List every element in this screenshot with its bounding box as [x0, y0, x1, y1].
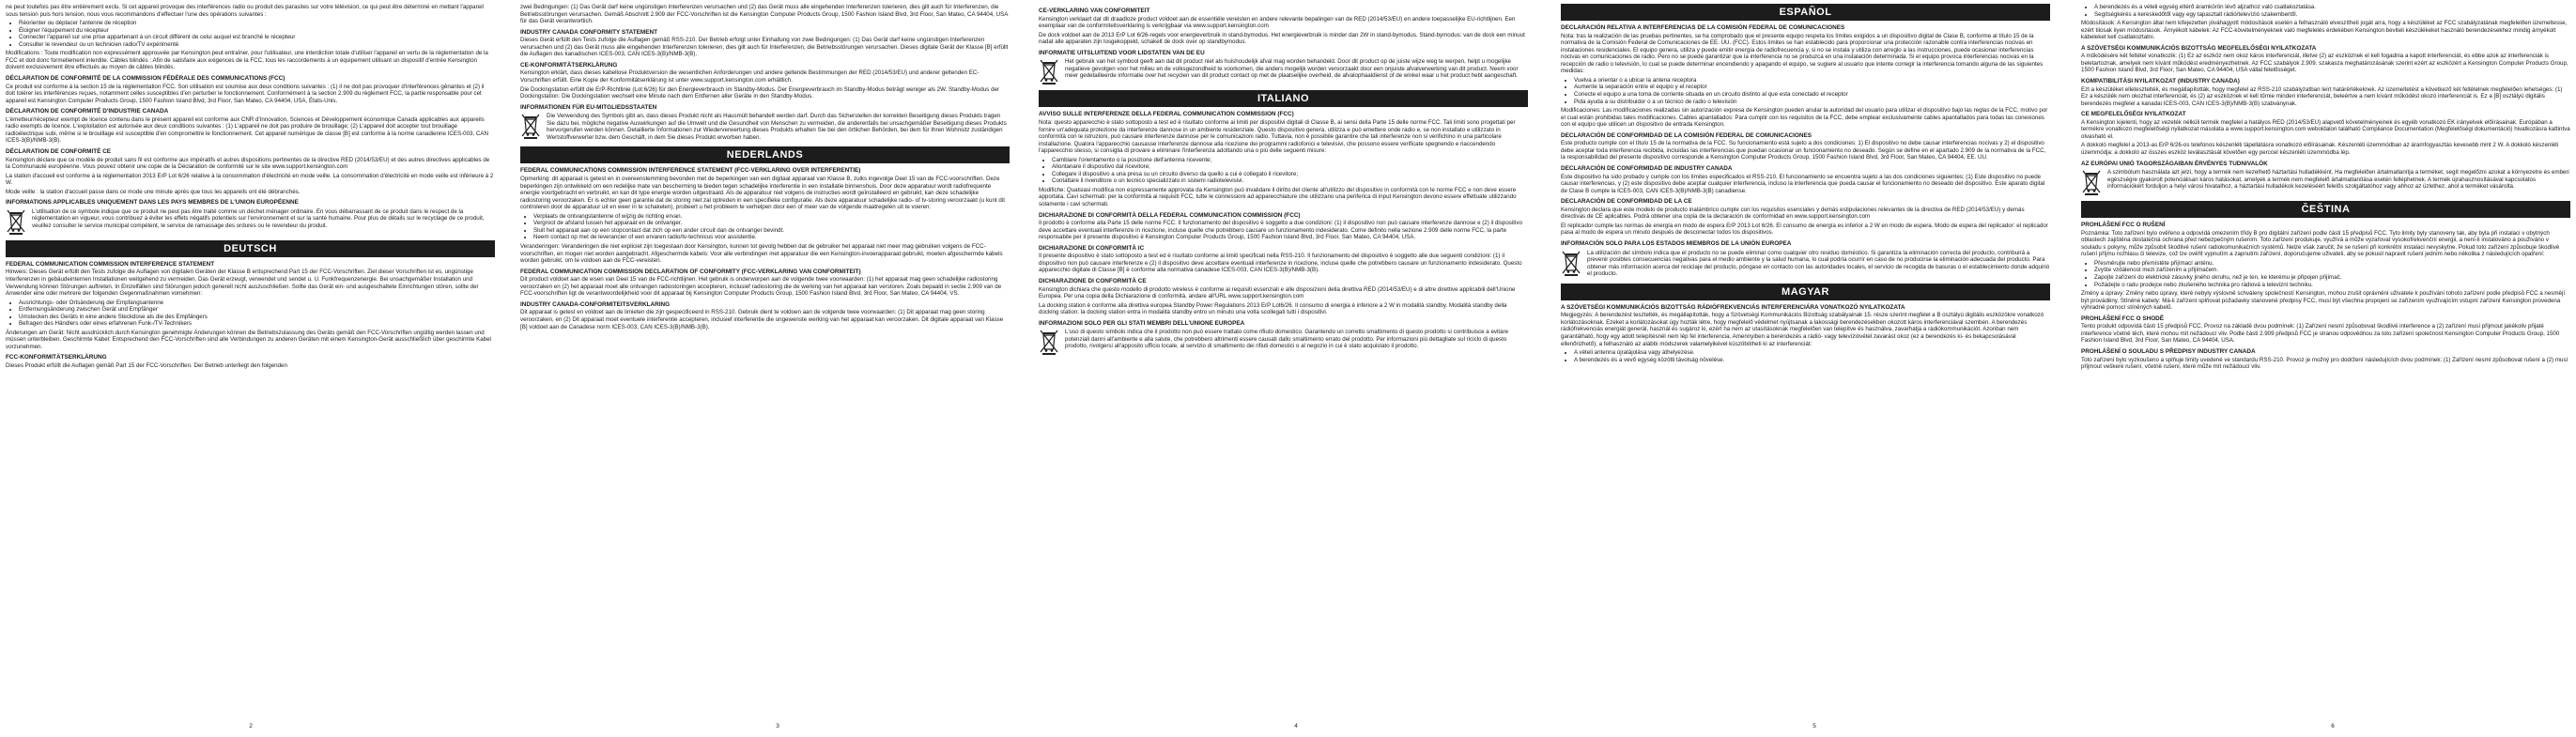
paragraph: Il prodotto è conforme alla Parte 15 delle norme FCC. Il funzionamento del dispositivo è soggetto a due condizioni: (1) il dispositivo non può causare interferenze dannose e (2) il dispositivo deve accettare eventuali interferenze in ricezione, incluse quelle che potrebbero causare un funzionamento indesiderato. Come definito nella sezione 2.909 delle norme FCC, la parte responsabile per il presente dispositivo è Kensington Computer Products Group, 1500 Fashion Island Blvd, 3rd Floor, San Mateo, CA 94404, USA. — [1039, 220, 1522, 241]
list-item: • Vuelva a orientar o a ubicar la antena receptora — [1574, 77, 2050, 84]
paragraph: ne peut toutefois pas être entièrement exclu. Si cet appareil provoque des interférences radio ou produit des parasites sur votre télévision, ce qui peut être déterminé en mettant l'appareil sous tension puis hors tension, nous vous recommandons d'effectuer l'une des opérations suivantes : — [6, 4, 484, 18]
list-item: • Consulter le revendeur ou un technicien radio/TV expérimenté — [19, 41, 495, 49]
section-heading: INFORMATIONEN FÜR EU-MITGLIEDSSTAATEN — [520, 103, 657, 111]
bullet-list — [520, 213, 1010, 241]
section-heading: KOMPATIBILITÁSI NYILATKOZAT (INDUSTRY CANADA) — [2081, 77, 2240, 84]
weee-text: La utilización del símbolo indica que el producto no se puede eliminar como cualquier otro residuo doméstico. Si garantiza la eliminación correcta del producto, contribuirá a prevenir posibles consecuencias negativas para el medio ambiente y la salud humana, lo cual podría ocurrir en caso de no producirse la eliminación adecuada del producto. Para obtener más información acerca del reciclaje del producto, póngase en contacto con las autoridades locales, el servicio de recogida de basuras o el establecimiento donde adquirió el producto. — [1587, 249, 2050, 278]
paragraph: Il presente dispositivo è stato sottoposto a test ed è risultato conforme ai limiti specificati nella RSS-210. Il funzionamento del dispositivo è soggetto alle due seguenti condizioni: (1) il dispositivo non può causare interferenze e (2) il dispositivo deve accettare eventuali interferenze in ricezione, incluse quelle che potrebbero causare un funzionamento indesiderato. Questo apparecchio digitale di Classe [B] è conforme alla normativa canadese ICES-003, CAN ICES-3(B)/NMB-3(B). — [1039, 253, 1522, 274]
paragraph: Kensington verklaart dat dit draadloze product voldoet aan de essentiële vereisten en andere relevante bepalingen van de RED (2014/53/EU) en andere toepasselijke EU-richtlijnen. Een exemplaar van de conformiteitsverklaring is verkrijgbaar via www.support.kensington.com — [1039, 15, 1516, 30]
list-item: • Segítségkérés a kereskedőtől vagy egy tapasztalt rádió/televízió szakembertől. — [2094, 11, 2570, 19]
section-heading: INDUSTRY CANADA-CONFORMITEITSVERKLARING — [520, 300, 671, 308]
language-header-magyar: MAGYAR — [1561, 284, 2050, 300]
section-heading: INDUSTRY CANADA CONFORMITY STATEMENT — [520, 28, 658, 36]
paragraph: Toto zařízení bylo vyzkoušeno a splňuje limity uvedené ve standardu RSS-210. Provoz je možný pro dodržení následujících dvou podmínek: (1) Zařízení nesmí způsobovat rušení a (2) musí přijmout veškeré rušení, včetně rušení, které může mít nežádoucí vliv. — [2081, 356, 2568, 371]
list-item: • Přesměrujte nebo přemístěte přijímací anténu. — [2094, 260, 2570, 268]
list-item: • Vergroot de afstand tussen het apparaat en de ontvanger. — [533, 220, 1010, 227]
list-item: • Požádejte o radu prodejce nebo zkušeného technika pro rádiová a televizní techniku. — [2094, 282, 2570, 289]
section-heading: AVVISO SULLE INTERFERENZE DELLA FEDERAL COMMUNICATION COMMISSION (FCC) — [1039, 111, 1294, 118]
bullet-list — [6, 299, 495, 328]
paragraph: Hinweis: Dieses Gerät erfüllt den Tests zufolge die Auflagen von digitalen Geräten der Klasse B entsprechend Part 15 der FCC-Vorschriften. Ziel dieser Vorschriften ist es, ungünstige Interferenzen in gebäudeinternen Installationen weitgehend zu vermeiden. Das Gerät erzeugt, verwendet und sendet u. U. Funkfrequenzenergie. Bei unsachgemäßer Installation und Verwendung können Störungen auftreten. In Einzelfällen sind Störungen jedoch generell nicht auszuschließen. Sollte das Gerät ein- und ausgeschaltete Einrichtungen stören, sollte der Anwender eine oder mehrere der folgenden Gegenmaßnahmen vornehmen: — [6, 269, 479, 298]
page-number: 4 — [1294, 723, 1298, 729]
list-item: • Collegare il dispositivo a una presa su un circuito diverso da quello a cui è collegato il ricevitore; — [1052, 171, 1528, 178]
weee-text: A szimbólum használata azt jelzi, hogy a termék nem kezelhető háztartási hulladékként. Ha megfelelően ártalmatlanítja a terméket, segít megelőzni azokat a környezetre és emberi egészségre gyakorolt potenciálisan káros hatásokat, amelyek a termék nem megfelelő ártalmatlanítása esetén felléphetnek. A termék újrahasznosításával kapcsolatos információkért forduljon a helyi városi hivatalhoz, a háztartási hulladékok kezeléséért felelős szolgáltatóhoz vagy ahhoz az üzlethez, ahol a terméket vásárolta. — [2107, 169, 2569, 191]
bullet-list — [1039, 157, 1528, 185]
weee-notice — [520, 113, 1010, 141]
section-heading: A SZÖVETSÉGI KOMMUNIKÁCIÓS BIZOTTSÁG MEGFELELŐSÉGI NYILATKOZATA — [2081, 44, 2317, 52]
paragraph: Kensington déclare que ce modèle de produit sans fil est conforme aux impératifs et autres dispositions pertinentes de la directive RED (2014/53/EU) et des autres directives applicables de la Communauté européenne. Vous pouvez obtenir une copie de la Déclaration de conformité sur le site www.support.kensington.com — [6, 156, 490, 171]
weee-text: Die Verwendung des Symbols gibt an, dass dieses Produkt nicht als Hausmüll behandelt werden darf. Durch das Sicherstellen der korrekten Beseitigung dieses Produkts tragen Sie dazu bei, mögliche negative Auswirkungen auf die Umwelt und die Gesundheit von Menschen zu vermeiden, die anderenfalls bei unsachgemäßer Beseitigung dieses Produkts hervorgerufen werden können. Detaillierte Informationen zur Wiederverwertung dieses Produkts erhalten Sie bei den örtlichen Behörden, bei dem für Ihren Wohnsitz zuständigen Wertstoffverwerter bzw. dem Geschäft, in dem Sie dieses Produkt erworben haben. — [547, 113, 1007, 141]
paragraph: Kensington declara que este modelo de producto inalámbrico cumple con los requisitos esenciales y demás estipulaciones relevantes de la directiva de RED (2014/53/EU) y demás directivas de CE aplicables. Podrá obtener una copia de la declaración de conformidad en www.support.kensington.com — [1561, 206, 2025, 221]
weee-notice — [6, 208, 495, 235]
section-heading: DÉCLARATION DE CONFORMITÉ DE LA COMMISSION FÉDÉRALE DES COMMUNICATIONS (FCC) — [6, 74, 285, 82]
language-header-deutsch: DEUTSCH — [6, 240, 495, 257]
paragraph: A dokkoló megfelel a 2013-as ErP 6/26-os telefonos készenléti tápellátásra vonatkozó előírásainak. Készenléti üzemmódban az áramfogyasztás kevesebb mint 2 W. A dokkoló készenléti üzemmódja: a dokkoló az összes eszköz leválasztását követően egy perccel készenléti üzemmódba lép. — [2081, 142, 2559, 156]
list-item: • Éloigner l'équipement du récepteur — [19, 27, 495, 35]
section-heading: DECLARACIÓN DE CONFORMIDAD DE LA CE — [1561, 198, 1692, 206]
paragraph: Ezt a készüléket elletesztelték, és megállapították, hogy megfelel az RSS-210 szabályzatban leírt határértékeknek. Az üzemeltetést a következő két feltételnek megfelelően lehetséges: (1) Ez a készülék nem okozhat interferenciát, és (2) az eszköznek el kell tűrnie minden interferenciát, beleértve a nem kívánt működést okozó interferenciát is. Ez a [B] osztályú digitális berendezés megfelel a kanadai ICES-003, CAN ICES-3(B)/NMB-3(B) szabványnak. — [2081, 85, 2563, 107]
paragraph: Módosítások: A Kensington által nem kifejezetten jóváhagyott módosítások esetén a felhasználó elveszítheti jogát arra, hogy a készüléket az FCC szabályzatának megfelelően üzemeltesse, ezért tilosak ilyen módosítások. Árnyékolt kábelek: Az FCC-követelményeknek való megfelelés érdekében Kensington beviteli készülékeket használó berendezésekhez mindig árnyékolt kábeleket kell csatlakoztatni. — [2081, 20, 2568, 41]
list-item: • Réorienter ou déplacer l'antenne de réception — [19, 20, 495, 27]
list-item: • Ausrichtungs- oder Ortsänderung der Empfangsantenne — [19, 299, 495, 307]
bullet-list — [2081, 4, 2570, 18]
column-page-4 — [1039, 4, 1528, 358]
paragraph: Este producto cumple con el título 15 de la normativa de la FCC. Su funcionamiento está sujeto a dos condiciones: 1) El dispositivo no debe causar interferencias nocivas y 2) el dispositivo debe aceptar toda interferencia recibida, incluidas las interferencias que puedan ocasionar un funcionamiento no deseado. Según se define en el apartado 2.909 de la normativa de la FCC, la responsabilidad del presente dispositivo corresponde a Kensington Computer Products Group, 1500 Fashion Island Blvd, 3rd Floor, San Mateo, CA 94404, EE. UU. — [1561, 140, 2046, 161]
paragraph: Die Dockingstation erfüllt die ErP-Richtlinie (Lot 6/26) für den Energieverbrauch im Standby-Modus. Der Energieverbrauch im Standby-Modus beträgt weniger als 2W. Standby-Modus der Dockingstation: Die Dockingstation wechselt eine Minute nach dem Entfernen aller Geräte in den Standby-Modus. — [520, 85, 1000, 100]
weee-notice — [2081, 169, 2570, 195]
list-item: • Verplaats de ontvangstantenne of wijzig de richting ervan. — [533, 213, 1010, 221]
bullet-list — [2081, 260, 2570, 288]
language-header-espanol: ESPAÑOL — [1561, 4, 2050, 21]
paragraph: Este dispositivo ha sido probado y cumple con los límites especificados el RSS-210. El funcionamiento se encuentra sujeto a las dos condiciones siguientes: (1) Este dispositivo no puede causar interferencias, y (2) este dispositivo debe aceptar cualquier interferencia, incluso la interferencia que pueda causar el funcionamiento no deseado del dispositivo. Este aparato digital de Clase B cumple la ICES-003, CAN ICES-3(B)/NMB-3(B) canadiense. — [1561, 173, 2045, 194]
paragraph: Tento produkt odpovídá části 15 předpisů FCC. Provoz na základě dvou podmínek: (1) Zařízení nesmí způsobovat škodlivé interference a (2) zařízení musí přijmout jakékoliv přijaté interference včetně těch, které mohou mít nežádoucí vliv. Podle části 2.909 předpisů FCC je stranou odpovědnou za toto zařízení společnost Kensington Computer Products Group, 1500 Fashion Island Blvd, 3rd Floor, San Mateo, CA 94404, USA. — [2081, 323, 2560, 345]
section-heading: PROHLÁŠENÍ FCC O SHODĚ — [2081, 315, 2165, 322]
section-heading: DECLARACIÓN DE CONFORMIDAD DE LA COMISIÓN FEDERAL DE COMUNICACIONES — [1561, 131, 1812, 139]
list-item: • A vételi antenna újratájolása vagy áthelyezése. — [1574, 349, 2050, 357]
section-heading: PROHLÁŠENÍ FCC O RUŠENÍ — [2081, 222, 2166, 229]
section-heading: PROHLÁŠENÍ O SOULADU S PŘEDPISY INDUSTRY CANADA — [2081, 347, 2256, 355]
section-heading: DÉCLARATION DE CONFORMITÉ CE — [6, 147, 112, 155]
weee-text: L'utilisation de ce symbole indique que ce produit ne peut pas être traité comme un déchet ménager ordinaire. En vous débarrassant de ce produit dans le respect de la réglementation en vigueur, vous contribuez à éviter les effets négatifs potentiels sur l'environnement et sur la santé humaine. Pour plus de détails sur le recyclage de ce produit, veuillez consulter le service municipal compétent, le service de ramassage des ordures ou le revendeur du produit. — [32, 207, 485, 229]
paragraph: Modificaciones: Las modificaciones realizadas sin autorización expresa de Kensington pueden anular la autoridad del usuario para utilizar el dispositivo bajo las reglas de la FCC, motivo por el cual están prohibidas tales modificaciones. Cables apantallados: Para cumplir con los requisitos de la FCC, debe emplear exclusivamente cables apantallados para todas las conexiones con el equipo que utilicen un dispositivo de entrada Kensington. — [1561, 107, 2048, 129]
section-heading: DECLARACIÓN RELATIVA A INTERFERENCIAS DE LA COMISIÓN FEDERAL DE COMUNICACIONES — [1561, 24, 1845, 31]
section-heading: INFORMAZIONI SOLO PER GLI STATI MEMBRI DELL'UNIONE EUROPEA — [1039, 319, 1245, 327]
list-item: • Entfernungsänderung zwischen Gerät und Empfänger — [19, 306, 495, 314]
list-item: • Connecter l'appareil sur une prise appartenant à un circuit différent de celui auquel est branché le récepteur — [19, 34, 495, 41]
paragraph: Kensington dichiara che questo modello di prodotto wireless è conforme ai requisiti essenziali e alle disposizioni della direttiva RED (2014/53/EU) e di altre direttive applicabili dell'Unione Europea. Per una copia della Dichiarazione di conformità, andare all'URL www.support.kensington.com — [1039, 285, 1516, 300]
weee-bin-icon — [1561, 250, 1581, 276]
section-heading: FEDERAL COMMUNICATION COMMISSION DECLARATION OF CONFORMITY (FCC-VERKLARING VAN CONFORMITEIT) — [520, 268, 861, 275]
list-item: • Zapojte zařízení do elektrické zásuvky jiného okruhu, než je ten, ke kterému je připojen přijímač. — [2094, 274, 2570, 282]
paragraph: Opmerking: dit apparaat is getest en in overeenstemming bevonden met de beperkingen van een digitaal apparaat van Klasse B, zulks ingevolge Deel 15 van de FCC-voorschriften. Deze beperkingen zijn ontwikkeld om een redelijke mate van bescherming te bieden tegen schadelijke interferentie in een installatie binnenshuis. Door deze apparatuur wordt radiofrequente energie voortgebracht en verbruikt, en kan dit type energie worden uitgestraald. Als de apparatuur niet volgens de instructies wordt geïnstalleerd en gebruikt, kan deze schadelijke radiostoring veroorzaken. Er is echter geen garantie dat de storing niet zal optreden in een specifieke configuratie. Als deze apparatuur schadelijke radio- of tv-storing veroorzaakt (u kunt dit controleren door de apparatuur uit en weer in te schakelen), probeert u het probleem te verhelpen door een of meer van de volgende maatregelen uit te voeren: — [520, 176, 1005, 211]
paragraph: Kensington erklärt, dass dieses kabellose Produktversion die wesentlichen Anforderungen und andere geltende Bestimmungen der RED (2014/53/EU) und anderer geltenden EC-Vorschriften erfüllt. Eine Kopie der Konformitätserklärung ist unter www.support.kensington.com erhältlich. — [520, 69, 979, 84]
paragraph: La station d'accueil est conforme à la réglementation 2013 ErP Lot 6/26 relative à la consommation d'électricité en mode veille. La consommation d'électricité en mode veille est inférieure à 2 W. — [6, 172, 494, 187]
language-header-cestina: ČEŠTINA — [2081, 201, 2570, 218]
paragraph: Modifications : Toute modification non expressément approuvée par Kensington peut entraîner, pour l'utilisateur, une interdiction totale d'utiliser l'appareil en vertu de la réglementation de la FCC et doit donc formellement interdite. Câbles blindés : Afin de satisfaire aux exigences de la FCC, tous les raccordements à un équipement utilisant un dispositif d'entrée Kensington doivent exclusivement être effectués au moyen de câbles blindés. — [6, 50, 488, 71]
section-heading: DECLARACIÓN DE CONFORMIDAD DE INDUSTRY CANADA — [1561, 164, 1733, 172]
paragraph: Dieses Gerät erfüllt den Tests zufolge die Auflagen gemäß RSS-210. Der Betrieb erfolgt unter Einhaltung von zwei Bedingungen: (1) Das Gerät darf keine ungünstigen Interferenzen verursachen und (2) das Gerät muss alle eingehenden Interferenzen tolerieren, dies gilt auch für Interferenzen, die Betriebsstörungen verursachen. Dieses digitale Gerät der Klasse [B] erfüllt die Auflagen des kanadischen ICES-003, CAN ICES-3(B)/NMB-3(B). — [520, 37, 1009, 58]
section-heading: CE-VERKLARING VAN CONFORMITEIT — [1039, 8, 1150, 14]
column-page-5 — [1561, 4, 2050, 365]
weee-bin-icon — [2081, 169, 2102, 195]
section-heading: DICHIARAZIONE DI CONFORMITÀ CE — [1039, 278, 1147, 284]
page-number: 3 — [776, 723, 779, 729]
paragraph: Dit product voldoet aan de eisen van Deel 15 van de FCC-richtlijnen. Het gebruik is onderworpen aan de volgende twee voorwaarden: (1) het apparaat mag geen schadelijke radiostoring veroorzaken en (2) het apparaat moet alle ontvangen radiostoringen accepteren, inclusief radiostoring die de werking van het apparaat kan verstoren. Zoals bepaald in sectie 2.909 van de FCC-voorschriften ligt de verantwoordelijkheid voor dit apparaat bij Kensington Computer Products Group, 1500 Fashion Island Blvd, 3rd Floor, San Mateo, CA 94404, VS. — [520, 276, 1002, 298]
page-number: 6 — [2331, 723, 2335, 729]
bullet-list — [6, 20, 495, 48]
weee-text: L'uso di questo simbolo indica che il prodotto non può essere trattato come rifiuto domestico. Garantendo un corretto smaltimento di questo prodotto si contribuisce a evitare potenziali danni all'ambiente e alla salute, che potrebbero altrimenti essere causati dallo smaltimento errato del prodotto. Per informazioni più dettagliate sul riciclo di questo prodotto, rivolgersi all'apposito ufficio locale, al servizio di smaltimento dei rifiuti domestici o al negozio in cui è stato acquistato il prodotto. — [1065, 329, 1509, 350]
language-header-nederlands: NEDERLANDS — [520, 146, 1010, 163]
bullet-list — [1561, 77, 2050, 105]
list-item: • A berendezés és a vételi egység eltérő áramkörön lévő aljzathoz való csatlakoztatása. — [2094, 4, 2570, 11]
paragraph: Nota: tras la realización de las pruebas pertinentes, se ha comprobado que el presente equipo respeta los límites exigidos a un dispositivo digital de Clase B, conforme al título 15 de la normativa de la Comisión Federal de Comunicaciones de EE. UU. (FCC). Estos límites se han establecido para proporcionar una protección razonable contra interferencias nocivas en instalaciones residenciales. El equipo genera, utiliza y puede emitir energía de radiofrecuencia y, si no se instala y utiliza con arreglo a las instrucciones, puede ocasionar interferencias nocivas en comunicaciones de radio. Pero no se puede garantizar que la interferencia no se produzca en una instalación determinada. Si el equipo provoca interferencias nocivas en la recepción de radio o televisión, lo cual se puede determinar encendiendo y apagando el equipo, se sugiere al usuario que intente corregir la interferencia tomando alguna de las siguientes medidas: — [1561, 32, 2044, 75]
section-heading: INFORMATIE UITSLUITEND VOOR LIDSTATEN VAN DE EU — [1039, 49, 1205, 56]
weee-notice — [1561, 250, 2050, 278]
list-item: • Allontanare il dispositivo dal ricevitore; — [1052, 163, 1528, 171]
section-heading: FCC-KONFORMITÄTSERKLÄRUNG — [6, 354, 107, 361]
paragraph: L'émetteur/récepteur exempt de licence contenu dans le présent appareil est conforme aux CNR d'Innovation, Sciences et Développement économique Canada applicables aux appareils radio exempts de licence. L'exploitation est autorisée aux deux conditions suivantes : (1) L'appareil ne doit pas produire de brouillage; (2) L'appareil doit accepter tout brouillage radioélectrique subi, même si le brouillage est susceptible d'en compromettre le fonctionnement. Cet appareil numérique de classe [B] est conforme à la norme canadienne ICES-003, CAN ICES-3(B)/NMB-3(B). — [6, 115, 488, 145]
list-item: • Befragen des Händlers oder eines erfahrenen Funk-/TV-Technikers — [19, 320, 495, 328]
list-item: • A berendezés és a vevő egység közötti távolság növelése. — [1574, 357, 2050, 364]
section-heading: FEDERAL COMMUNICATION COMMISSION INTERFERENCE STATEMENT — [6, 260, 215, 268]
section-heading: A SZÖVETSÉGI KOMMUNIKÁCIÓS BIZOTTSÁG RÁDIÓFREKVENCIÁS INTERFERENCIÁRA VONATKOZÓ NYILATKOZATA — [1561, 303, 1905, 311]
section-heading: DÉCLARATION DE CONFORMITÉ D'INDUSTRIE CANADA — [6, 108, 169, 115]
paragraph: zwei Bedingungen: (1) Das Gerät darf keine ungünstigen Interferenzen verursachen und (2) das Gerät muss alle eingehenden Interferenzen tolerieren, dies gilt auch für Interferenzen, die Betriebsstörungen verursachen. Gemäß Abschnitt 2.909 der FCC-Vorschriften ist die Kensington Computer Products Group, 1500 Fashion Island Blvd, 3rd Floor, San Mateo, CA 94404, USA für das Gerät verantwortlich. — [520, 4, 1008, 25]
section-heading: CE-KONFORMITÄTSERKLÄRUNG — [520, 61, 618, 69]
paragraph: La docking station è conforme alla direttiva europea Standby Power Regulations 2013 ErP Lot6/26. Il consumo di energia è inferiore a 2 W in modalità standby. Modalità standby della docking station: la docking station entra in modalità standby entro un minuto una volta scollegati tutti i dispositivi. — [1039, 301, 1507, 316]
weee-bin-icon — [520, 113, 541, 139]
section-heading: DICHIARAZIONE DI CONFORMITÀ IC — [1039, 244, 1145, 252]
weee-notice — [1039, 58, 1528, 84]
section-heading: DICHIARAZIONE DI CONFORMITÀ DELLA FEDERAL COMMUNICATION COMMISSION (FCC) — [1039, 211, 1301, 219]
paragraph: Nota: questo apparecchio è stato sottoposto a test ed è risultato conforme ai limiti per dispositivi digitali di Classe B, ai sensi della Parte 15 delle norme FCC. Tali limiti sono progettati per fornire un'adeguata protezione da interferenze dannose in un ambiente residenziale. Questo dispositivo genera, utilizza e può emettere onde radio e, se non installato e utilizzato in conformità con le istruzioni, può causare interferenze dannose per le comunicazioni radio. Tuttavia, non è possibile garantire che tali interferenze non si verifichino in una particolare installazione. Qualora l'apparecchio causasse interferenze dannose alla ricezione dei programmi radiofonici e televisivi, che possono essere verificate spegnendo e riaccendendo l'apparecchio stesso, si consiglia di provare a eliminare l'interferenza adottando una o più delle seguenti misure: — [1039, 118, 1516, 155]
paragraph: Ce produit est conforme à la section 15 de la réglementation FCC. Son utilisation est soumise aux deux conditions suivantes : (1) il ne doit pas provoquer d'interférences gênantes et (2) il doit tolérer les interférences reçues, notamment celles susceptibles d'en perturber le fonctionnement. Conformément à la section 2.909 du règlement FCC, la partie responsable pour cet appareil est Kensington Computer Products Group, 1500 Fashion Island Blvd, 3rd Floor, San Mateo, CA 94404, USA, États-Unis. — [6, 83, 485, 104]
section-heading: FEDERAL COMMUNICATIONS COMMISSION INTERFERENCE STATEMENT (FCC-VERKLARING OVER INTERFERENTIE) — [520, 167, 861, 175]
weee-bin-icon — [1039, 329, 1059, 355]
list-item: • Conecte el equipo a una toma de corriente situada en un circuito distinto al que esta conectado el receptor — [1574, 91, 2050, 99]
section-heading: INFORMATIONS APPLICABLES UNIQUEMENT DANS LES PAYS MEMBRES DE L'UNION EUROPÉENNE — [6, 199, 299, 207]
paragraph: A működésére két feltétel vonatkozik: (1) Ez az eszköz nem okoz káros interferenciát, illetve (2) az eszköznek el kell fogadnia a kapott interferenciát, és ebbe azok az interferenciák is beletartoznak, amelyek nem kívánt működést eredményezhetnek. Az FCC szabályok 2.909. szakasza meghatározásának szerint ezért az eszközért a Kensington Computer Products Group, 1500 Fashion Island Blvd, 3rd Floor, San Mateo, CA 94404, USA vállal felelősséget. — [2081, 53, 2568, 74]
bullet-list — [1561, 349, 2050, 363]
list-item: • Umstecken des Geräts in eine andere Steckdose als die des Empfängers — [19, 314, 495, 321]
paragraph: Veranderingen: Veranderingen die niet expliciet zijn toegestaan door Kensington, kunnen tot gevolg hebben dat de gebruiker het apparaat niet meer mag gebruiken volgens de FCC-voorschriften, en mogen niet worden aangebracht. Afgeschermde kabels: Voor alle verbindingen met apparatuur die een Kensington-invoerapparaat gebruikt, moeten afgeschermde kabels worden gebruikt, om te voldoen aan de FCC-vereisten. — [520, 242, 1003, 265]
weee-text: Het gebruik van het symbool geeft aan dat dit product niet als huishoudelijk afval mag worden behandeld. Door dit product op de juiste wijze weg te werpen, helpt u mogelijke negatieve gevolgen voor het milieu en de volksgezondheid te voorkomen, die anders mogelijk worden veroorzaakt door een onjuiste afvalverwerking van dit product. Neem voor meer gedetailleerde informatie over het recyclen van dit product contact op met de plaatselijke overheid, de afvalophaaldienst of de winkel waar u het product hebt aangeschaft. — [1065, 58, 1519, 80]
list-item: • Contattare il rivenditore o un tecnico specializzato in sistemi radiotelevisivi. — [1052, 177, 1528, 185]
weee-bin-icon — [6, 208, 26, 235]
paragraph: A Kensington kijelenti, hogy az vezeték nélküli termék megfelel a hatályos RED (2014/53/EU) alapvető követelményeinek és egyéb vonatkozó EK irányelvek előírásainak. Európában a termékre vonatkozó megfelelőségi nyilatkozat másolata a www.support.kensington.com weboldalon található Compliance Documentation (Megfelelőségi dokumentáció) hivatkozásra kattintva olvasható el. — [2081, 118, 2570, 140]
column-page-6 — [2081, 4, 2570, 373]
section-heading: INFORMACIÓN SOLO PARA LOS ESTADOS MIEMBROS DE LA UNIÓN EUROPEA — [1561, 239, 1792, 247]
paragraph: Megjegyzés: A berendezést tesztelték, és megállapították, hogy a Szövetségi Kommunikációs Bizottság szabályainak 15. része szerint megfelel a B osztályú digitális eszközökre vonatkozó korlátozásoknak. Ezeket a korlátozásokat úgy hozták létre, hogy megfelelő védelmet nyújtsanak a lakossági berendezésekben okozott káros interferenciával szemben. A berendezés rádiófrekvenciás energiát generál, használ és sugároz ki, ezért ha nem az utasításoknak megfelelően van telepítve és használva, zavarhatja a rádiókommunikációt. Azonban nem garantálható, hogy egy adott telepítésnél nem lép fel interferencia. Amennyiben a berendezés a rádió- vagy televízióvétel zavarást okoz (ez a berendezés ki- és bekapcsolásával ellenőrizhető), a felhasználó az alábbi módszerek valamelyikével küszöbölheti ki az interferenciát: — [1561, 312, 2044, 347]
list-item: • Aumente la separación entre el equipo y el receptor — [1574, 84, 2050, 91]
list-item: • Zvyšte vzdálenost mezi zařízením a přijímačem. — [2094, 267, 2570, 274]
list-item: • Sluit het apparaat aan op een stopcontact dat zich op een ander circuit dan de ontvanger bevindt. — [533, 227, 1010, 235]
paragraph: Mode veille : la station d'accueil passe dans ce mode une minute après que tous les appareils ont été débranchés. — [6, 188, 301, 195]
paragraph: Dit apparaat is getest en voldoet aan de limieten die zijn gespecificeerd in RSS-210. Gebruik dient te voldoen aan de volgende twee voorwaarden: (1) Dit apparaat mag geen storing veroorzaken, en (2) Dit apparaat moet eventuele interferentie accepteren, inclusief interferentie die ongewenste werking van het apparaat kan veroorzaken. Dit digitale apparaat van Klasse [B] voldoet aan de Canadese norm ICES-003, CAN ICES-3(B)/NMB-3(B). — [520, 309, 1004, 330]
paragraph: Dieses Produkt erfüllt die Auflagen gemäß Part 15 der FCC-Vorschriften. Der Betrieb unterliegt den folgenden — [6, 362, 287, 370]
weee-notice — [1039, 329, 1528, 355]
paragraph: De dock voldoet aan de 2013 ErP Lot 6/26-regels voor energieverbruik in stand-bymodus. Het energieverbruik is minder dan 2W in stand-bymodus. Stand-bymodus: van de dock een minuut nadat alle apparaten zijn losgekoppeld, schakelt de dock over op standbymodus. — [1039, 31, 1525, 46]
list-item: • Neem contact op met de leverancier of een ervaren radio/tv-technicus voor assistentie. — [533, 234, 1010, 241]
page-number: 5 — [1812, 723, 1816, 729]
section-heading: AZ EURÓPAI UNIÓ TAGORSZÁGAIBAN ÉRVÉNYES TUDNIVALÓK — [2081, 160, 2268, 167]
language-header-italiano: ITALIANO — [1039, 90, 1528, 107]
weee-bin-icon — [1039, 58, 1059, 84]
column-page-3 — [520, 4, 1010, 332]
section-heading: CE MEGFELELŐSÉGI NYILATKOZAT — [2081, 111, 2186, 118]
paragraph: Änderungen am Gerät: Nicht ausdrücklich durch Kensington genehmigte Änderungen können die Betriebszulassung des Geräts gemäß den FCC-Vorschriften ungültig werden lassen und müssen unterbleiben. Geschirmte Kabel: Entsprechend den FCC-Vorschriften sind alle Verbindungen zu anderen Geräten mit einem Kensington-Gerät ausschließlich über geschirmte Kabel vorzunehmen. — [6, 329, 491, 350]
paragraph: Modifiche: Qualsiasi modifica non espressamente approvata da Kensington può invalidare il diritto del cliente all'utilizzo del dispositivo in conformità con le norme FCC e non deve essere apportata. Cavi schermati: per la conformità ai requisiti FCC, tutte le connessioni ad apparecchiature che utilizzano una periferica di input Kensington devono essere effettuate utilizzando solamente i cavi schermati. — [1039, 186, 1517, 207]
list-item: • Cambiare l'orientamento o la posizione dell'antenna ricevente; — [1052, 157, 1528, 164]
list-item: • Pida ayuda a su distribuidor o a un técnico de radio o televisión — [1574, 99, 2050, 106]
paragraph: Změny a úpravy: Změny nebo úpravy, které nebyly výslovně schváleny společností Kensington, mohou zrušit oprávnění uživatele k používání tohoto zařízení podle předpisů FCC a nesmějí být prováděny. Stíněné kabely: Má-li zařízení splňovat požadavky stanovené předpisy FCC, musí být všechna propojení se zařízením využívajícím vstupní zařízení Kensington provedena výhradně pomocí stíněných kabelů. — [2081, 290, 2566, 312]
paragraph: Poznámka: Toto zařízení bylo ověřeno a odpovídá omezením třídy B pro digitální zařízení podle části 15 předpisů FCC. Tyto limity byly stanoveny tak, aby byla při instalaci v obytných oblastech zajištěna dostatečná ochrana před nebezpečným rušením. Toto zařízení produkuje, využívá a může vyzařovat vysokofrekvenční energii, a není-li instalováno a používáno v souladu s pokyny, může způsobit škodlivé rušení radiokomunikačních systémů. Nelze však zaručit, že se rušení při konkrétní instalaci nevyskytne. Pokud toto zařízení způsobuje škodlivé rušení příjmu rozhlasu či televize, což lze ověřit vypnutím a zapnutím zařízení, doporučujeme uživateli, aby se pokusil napravit rušení jedním nebo několika z následujících opatření: — [2081, 229, 2560, 258]
column-page-2 — [6, 4, 495, 372]
page-number: 2 — [249, 723, 253, 729]
paragraph: El replicador cumple las normas de energía en modo de espera ErP 2013 Lot 6/26. El consumo de energía es inferior a 2 W en modo de espera. Modo de espera del replicador: el replicador pasa al modo de espera un minuto después de desconectar todos los dispositivos. — [1561, 222, 2048, 237]
